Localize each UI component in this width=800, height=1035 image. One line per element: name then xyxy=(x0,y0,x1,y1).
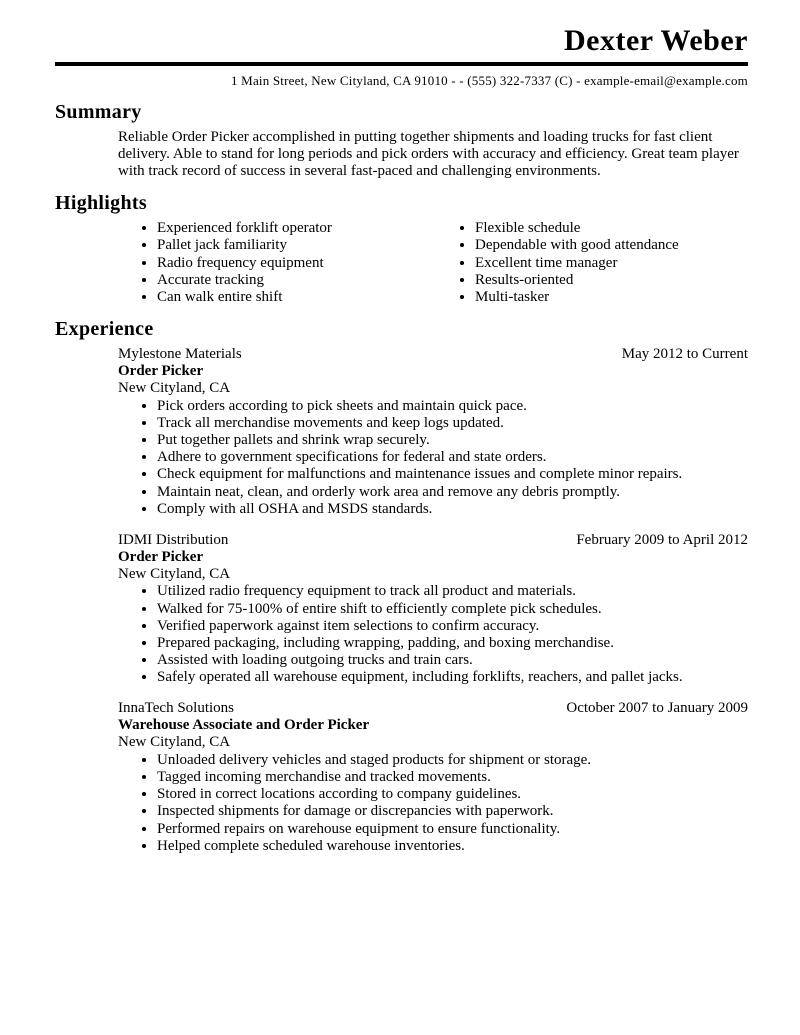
highlight-item: • Accurate tracking xyxy=(157,272,436,289)
person-name: Dexter Weber xyxy=(564,24,748,57)
job-dates: May 2012 to Current xyxy=(621,346,748,363)
company-name: Mylestone Materials xyxy=(118,346,242,363)
highlight-item: • Can walk entire shift xyxy=(157,289,436,306)
highlights-right-column xyxy=(436,220,748,306)
job-bullet: • Performed repairs on warehouse equipment to ensure functionality. xyxy=(157,821,748,838)
highlight-item: • Flexible schedule xyxy=(475,220,748,237)
header-rule xyxy=(55,62,748,66)
summary-text: Reliable Order Picker accomplished in putting together shipments and loading trucks for fast client delivery. Able to stand for long periods and pick orders with accuracy and efficiency. Great team player with track record of success in several fast-paced and challenging environments. xyxy=(118,129,739,180)
summary-section xyxy=(55,101,748,180)
job-bullet: • Inspected shipments for damage or discrepancies with paperwork. xyxy=(157,803,748,820)
job-bullet: • Comply with all OSHA and MSDS standards. xyxy=(157,501,748,518)
job-bullet: • Check equipment for malfunctions and maintenance issues and complete minor repairs. xyxy=(157,466,748,483)
highlight-item: • Pallet jack familiarity xyxy=(157,237,436,254)
job-bullet: • Assisted with loading outgoing trucks and train cars. xyxy=(157,652,748,669)
highlights-section xyxy=(55,192,748,306)
resume-header xyxy=(55,24,748,89)
summary-heading: Summary xyxy=(55,101,142,123)
job-header xyxy=(118,700,748,717)
job-bullet: • Tagged incoming merchandise and tracked movements. xyxy=(157,769,748,786)
highlight-item: • Excellent time manager xyxy=(475,255,748,272)
job-location: New Cityland, CA xyxy=(118,379,231,396)
highlight-item: • Multi-tasker xyxy=(475,289,748,306)
job-title: Order Picker xyxy=(118,548,204,565)
highlight-item: • Radio frequency equipment xyxy=(157,255,436,272)
job-location: New Cityland, CA xyxy=(118,565,231,582)
highlights-heading: Highlights xyxy=(55,192,147,215)
highlight-item: • Experienced forklift operator xyxy=(157,220,436,237)
job-dates: February 2009 to April 2012 xyxy=(576,531,748,548)
company-name: InnaTech Solutions xyxy=(118,700,235,717)
job-header xyxy=(118,532,748,549)
job-bullet: • Track all merchandise movements and keep logs updated. xyxy=(157,415,748,432)
job-bullet: • Helped complete scheduled warehouse inventories. xyxy=(157,838,748,855)
job-header xyxy=(118,346,748,363)
job-entry xyxy=(118,346,748,518)
job-bullet-list xyxy=(118,398,748,518)
highlights-left-column xyxy=(118,220,436,306)
experience-section xyxy=(55,318,748,855)
job-bullet: • Verified paperwork against item selections to confirm accuracy. xyxy=(157,618,748,635)
job-bullet: • Walked for 75-100% of entire shift to efficiently complete pick schedules. xyxy=(157,601,748,618)
company-name: IDMI Distribution xyxy=(118,531,229,548)
job-title: Warehouse Associate and Order Picker xyxy=(118,717,370,734)
highlight-item: • Results-oriented xyxy=(475,272,748,289)
job-bullet: • Utilized radio frequency equipment to track all product and materials. xyxy=(157,583,748,600)
highlight-item: • Dependable with good attendance xyxy=(475,237,748,254)
job-bullet: • Adhere to government specifications for federal and state orders. xyxy=(157,449,748,466)
job-dates: October 2007 to January 2009 xyxy=(566,700,748,717)
job-bullet: • Stored in correct locations according to company guidelines. xyxy=(157,786,748,803)
job-bullet: • Maintain neat, clean, and orderly work area and remove any debris promptly. xyxy=(157,484,748,501)
job-bullet-list xyxy=(118,752,748,855)
job-bullet: • Safely operated all warehouse equipment, including forklifts, reachers, and pallet jacks. xyxy=(157,669,748,686)
job-bullet: • Put together pallets and shrink wrap securely. xyxy=(157,432,748,449)
job-bullet: • Prepared packaging, including wrapping, padding, and boxing merchandise. xyxy=(157,635,748,652)
job-entry xyxy=(118,532,748,687)
job-bullet-list xyxy=(118,583,748,686)
job-location: New Cityland, CA xyxy=(118,734,231,751)
job-entry xyxy=(118,700,748,855)
highlights-columns xyxy=(118,220,748,306)
experience-heading: Experience xyxy=(55,318,154,341)
job-bullet: • Pick orders according to pick sheets and maintain quick pace. xyxy=(157,398,748,415)
contact-info: 1 Main Street, New Cityland, CA 91010 - - (555) 322-7337 (C) - example-email@example.com xyxy=(231,73,748,88)
job-bullet: • Unloaded delivery vehicles and staged products for shipment or storage. xyxy=(157,752,748,769)
job-title: Order Picker xyxy=(118,363,204,380)
